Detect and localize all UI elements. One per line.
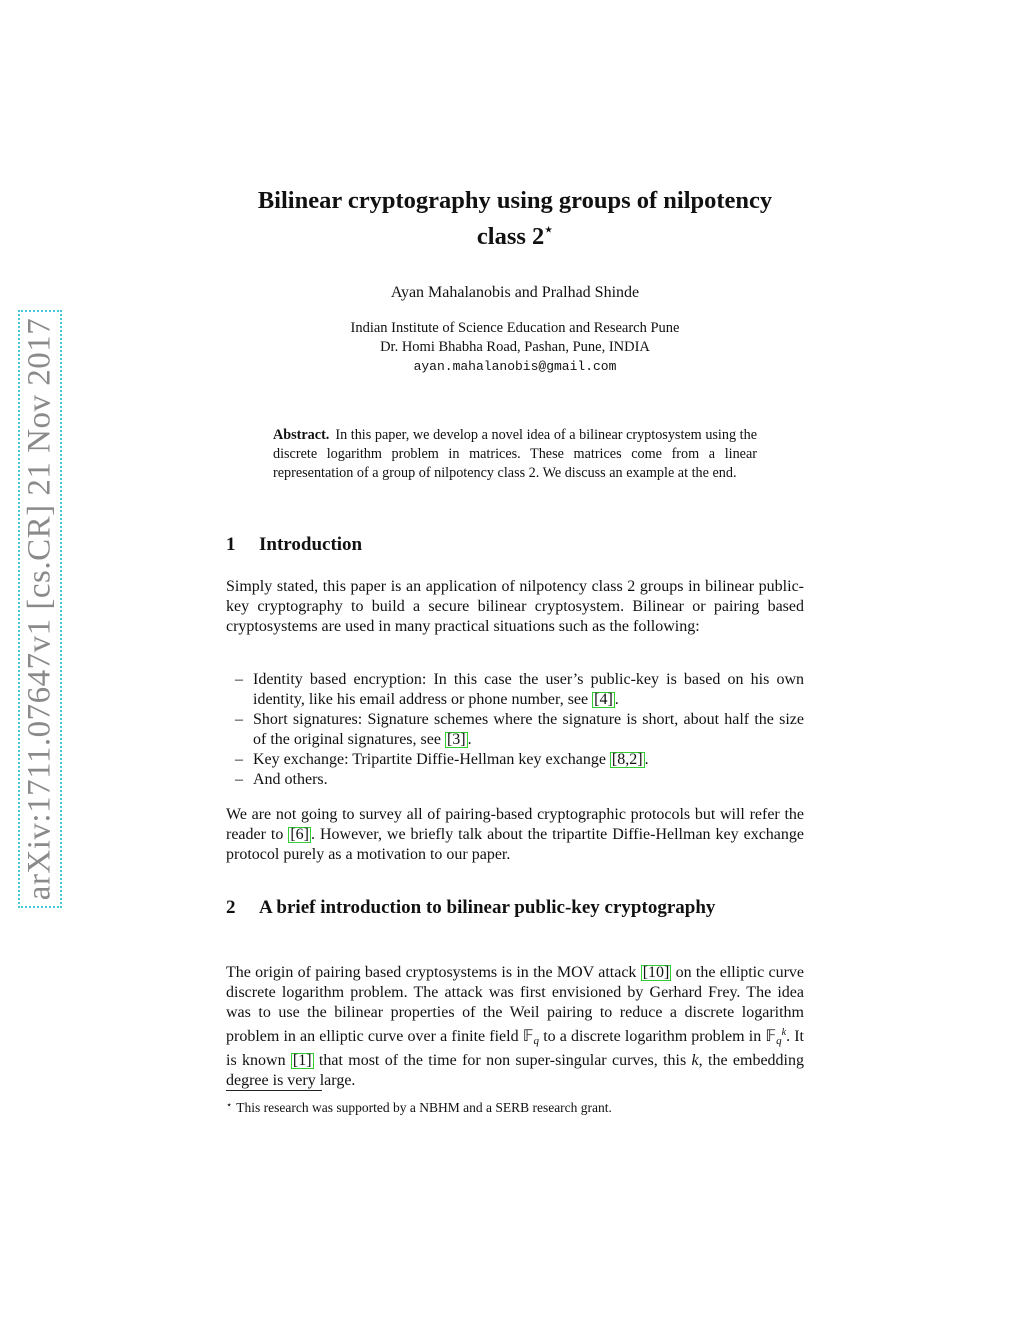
list-dash: – — [235, 671, 243, 688]
math-superscript: k — [781, 1027, 787, 1038]
footnote — [226, 1097, 804, 1116]
paragraph-text: to a discrete logarithm problem in — [539, 1028, 766, 1045]
abstract-text: In this paper, we develop a novel idea of a bilinear cryptosystem using the discrete logarithm problem in matrices. These matrices come from a linear representation of a group of nilpotency class 2. We discuss an example at the end. — [273, 427, 757, 481]
title-line-2: class 2 — [476, 223, 545, 250]
list-dash: – — [235, 711, 243, 728]
footnote-mark: ⋆ — [226, 1100, 233, 1111]
list-dash: – — [235, 771, 243, 788]
list-item-text: Short signatures: Signature schemes where the signature is short, about half the size of the original signatures, see — [253, 711, 804, 748]
affiliation-line-1: Indian Institute of Science Education and Research Pune — [350, 320, 680, 336]
author-email: ayan.mahalanobis@gmail.com — [413, 359, 617, 374]
list-item-text: And others. — [253, 771, 328, 788]
list-item — [226, 770, 804, 790]
math-field — [523, 1028, 539, 1045]
paragraph-text: on the elliptic curve discrete logarithm problem. The attack was first envisioned by Gerhard Frey. The idea was to use the bilinear properties of the Weil pairing to reduce a discrete logarithm problem in an elliptic curve over a finite field — [226, 964, 805, 1045]
arxiv-stamp — [18, 310, 62, 908]
list-item-text: Identity based encryption: In this case the user’s public-key is based on his own identity, like his email address or phone number, see — [253, 671, 804, 708]
paragraph-text: The origin of pairing based cryptosystems is in the MOV attack — [226, 964, 641, 981]
list-item — [226, 750, 804, 770]
math-field-extension — [765, 1028, 786, 1045]
affiliation-line-2: Dr. Homi Bhabha Road, Pashan, Pune, INDIA — [380, 339, 650, 355]
section-number: 2 — [226, 897, 236, 918]
citation-link[interactable]: [4] — [594, 691, 613, 708]
abstract-label: Abstract. — [273, 427, 330, 443]
intro-paragraph-1: Simply stated, this paper is an application of nilpotency class 2 groups in bilinear public-key cryptography to build a secure bilinear cryptosystem. Bilinear or pairing based cryptosystems are used in many practical situations such as the following: — [226, 578, 804, 635]
citation-link[interactable]: [1] — [292, 1052, 312, 1069]
footnote-divider — [226, 1090, 322, 1091]
citation-link[interactable]: [10] — [642, 964, 670, 981]
footnote-text: This research was supported by a NBHM and a SERB research grant. — [236, 1100, 612, 1115]
abstract — [273, 426, 757, 483]
list-item-end: . — [467, 731, 472, 748]
section2-paragraph — [226, 963, 804, 1091]
math-subscript: q — [533, 1035, 540, 1047]
math-symbol: 𝔽 — [522, 1028, 534, 1045]
list-item — [226, 710, 804, 750]
title-line-1: Bilinear cryptography using groups of nilpotency — [257, 187, 773, 214]
math-symbol: 𝔽 — [765, 1028, 777, 1045]
section-heading-bilinear — [226, 896, 804, 920]
paragraph-text: that most of the time for non super-singular curves, this — [313, 1052, 692, 1069]
affiliation — [226, 319, 804, 376]
section-title: A brief introduction to bilinear public-key cryptography — [259, 897, 716, 918]
intro-bullet-list — [226, 670, 804, 790]
paragraph-text: We are not going to survey all of pairing-based cryptographic protocols but will refer the reader to — [226, 806, 804, 843]
math-variable: k — [691, 1052, 699, 1069]
section-number: 1 — [226, 534, 236, 555]
math-subscript: q — [776, 1035, 782, 1047]
citation-link[interactable]: [6] — [290, 826, 309, 843]
list-item — [226, 670, 804, 710]
paper-title — [226, 186, 804, 252]
list-dash: – — [235, 751, 243, 768]
paragraph-text: . It is known — [226, 1028, 804, 1069]
intro-paragraph-2 — [226, 805, 804, 865]
citation-link[interactable]: [8,2] — [611, 751, 643, 768]
list-item-end: . — [614, 691, 619, 708]
title-footnote-mark: ⋆ — [544, 223, 554, 238]
citation-link[interactable]: [3] — [446, 731, 466, 748]
section-heading-introduction — [226, 533, 804, 557]
list-item-end: . — [644, 751, 649, 768]
paragraph-text: . However, we briefly talk about the tripartite Diffie-Hellman key exchange protocol purely as a motivation to our paper. — [226, 826, 804, 863]
arxiv-identifier: arXiv:1711.07647v1 [cs.CR] 21 Nov 2017 — [21, 317, 58, 901]
author-list: Ayan Mahalanobis and Pralhad Shinde — [390, 284, 640, 301]
list-item-text: Key exchange: Tripartite Diffie-Hellman key exchange — [253, 751, 610, 768]
section-title: Introduction — [259, 534, 363, 555]
paragraph-text: , the embedding degree is very large. — [226, 1052, 804, 1089]
